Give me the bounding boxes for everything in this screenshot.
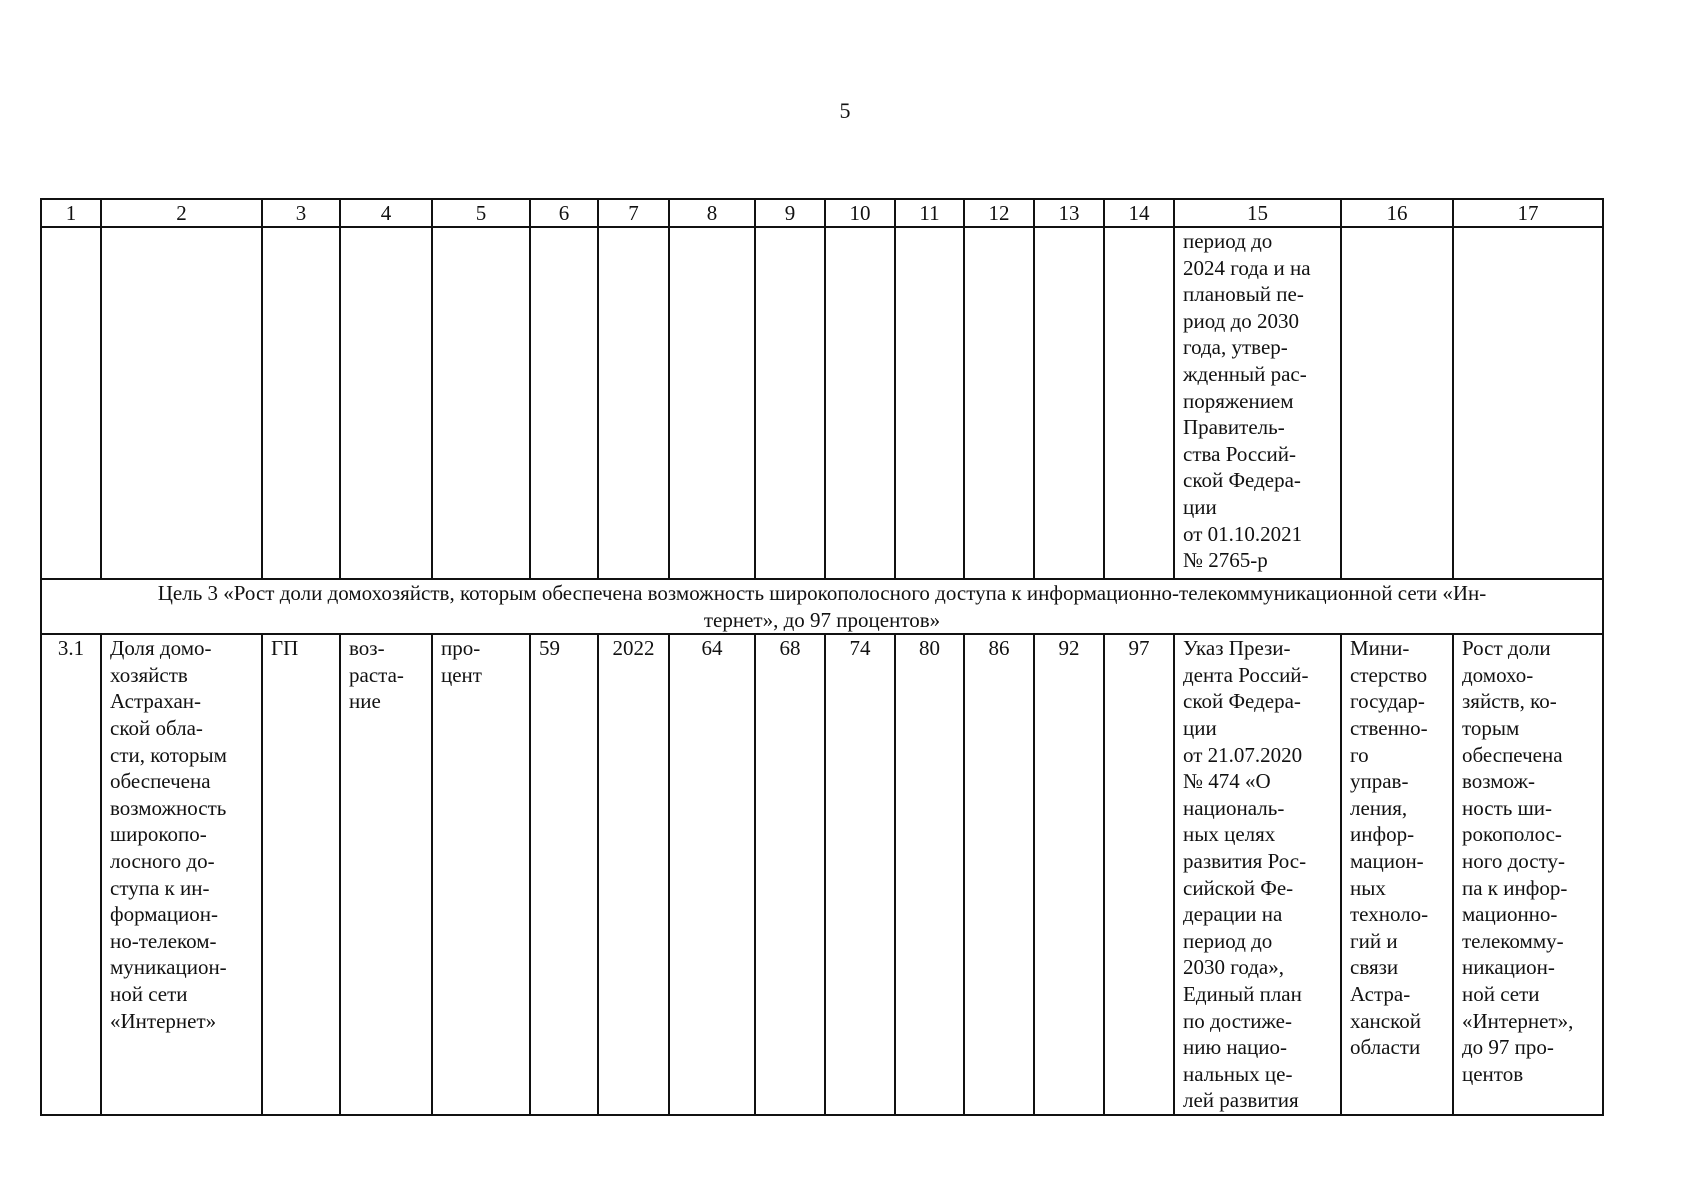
header-cell-16: 16 bbox=[1341, 199, 1453, 227]
header-cell-6: 6 bbox=[530, 199, 598, 227]
indicator-unit: про- цент bbox=[432, 634, 530, 1115]
cont-cell-17 bbox=[1453, 227, 1603, 579]
cont-cell-6 bbox=[530, 227, 598, 579]
indicator-source-type: ГП bbox=[262, 634, 340, 1115]
cont-cell-4 bbox=[340, 227, 432, 579]
indicator-value-col10: 74 bbox=[825, 634, 895, 1115]
indicators-table bbox=[40, 198, 1604, 1116]
indicator-base-year: 2022 bbox=[598, 634, 669, 1115]
header-cell-9: 9 bbox=[755, 199, 825, 227]
header-cell-8: 8 bbox=[669, 199, 755, 227]
cont-cell-16 bbox=[1341, 227, 1453, 579]
header-cell-17: 17 bbox=[1453, 199, 1603, 227]
indicator-trend: воз- раста- ние bbox=[340, 634, 432, 1115]
cont-cell-7 bbox=[598, 227, 669, 579]
indicator-name: Доля домо- хозяйств Астрахан- ской обла- сти, которым обеспечена возможность широкопо- лосного до- ступа к ин- формацион- но-телеком- муникацион- ной сети «Интернет» bbox=[101, 634, 262, 1115]
cont-cell-14 bbox=[1104, 227, 1174, 579]
header-cell-7: 7 bbox=[598, 199, 669, 227]
header-cell-2: 2 bbox=[101, 199, 262, 227]
header-cell-14: 14 bbox=[1104, 199, 1174, 227]
cont-cell-1 bbox=[41, 227, 101, 579]
indicator-value-col9: 68 bbox=[755, 634, 825, 1115]
cont-cell-11 bbox=[895, 227, 964, 579]
cont-cell-3 bbox=[262, 227, 340, 579]
cont-cell-12 bbox=[964, 227, 1034, 579]
indicator-value-col8: 64 bbox=[669, 634, 755, 1115]
indicator-legal-basis: Указ Прези- дента Россий- ской Федера- ции от 21.07.2020 № 474 «О националь- ных целях развития Рос- сийской Фе- дерации на период до 2030 года», Единый план по достиже- нию нацио- нальных це- лей развития bbox=[1174, 634, 1341, 1115]
header-cell-10: 10 bbox=[825, 199, 895, 227]
goal-row bbox=[41, 579, 1603, 634]
header-row bbox=[41, 199, 1603, 227]
indicator-value-col11: 80 bbox=[895, 634, 964, 1115]
header-cell-5: 5 bbox=[432, 199, 530, 227]
indicator-value-col14: 97 bbox=[1104, 634, 1174, 1115]
indicator-goal-link: Рост доли домохо- зяйств, ко- торым обеспечена возмож- ность ши- рокополос- ного досту- па к инфор- мационно- телекомму- никацион- ной сети «Интернет», до 97 про- центов bbox=[1453, 634, 1603, 1115]
indicator-row-3-1 bbox=[41, 634, 1603, 1115]
cont-cell-10 bbox=[825, 227, 895, 579]
header-cell-12: 12 bbox=[964, 199, 1034, 227]
header-cell-4: 4 bbox=[340, 199, 432, 227]
header-cell-15: 15 bbox=[1174, 199, 1341, 227]
header-cell-13: 13 bbox=[1034, 199, 1104, 227]
header-cell-3: 3 bbox=[262, 199, 340, 227]
indicator-value-col12: 86 bbox=[964, 634, 1034, 1115]
indicator-number: 3.1 bbox=[41, 634, 101, 1115]
cont-cell-15-legal-basis: период до 2024 года и на плановый пе- риод до 2030 года, утвер- жденный рас- поряжением Правитель- ства Россий- ской Федера- ции от 01.10.2021 № 2765-р bbox=[1174, 227, 1341, 579]
cont-cell-9 bbox=[755, 227, 825, 579]
cont-cell-2 bbox=[101, 227, 262, 579]
cont-cell-8 bbox=[669, 227, 755, 579]
header-cell-11: 11 bbox=[895, 199, 964, 227]
header-cell-1: 1 bbox=[41, 199, 101, 227]
indicator-value-col13: 92 bbox=[1034, 634, 1104, 1115]
cont-cell-13 bbox=[1034, 227, 1104, 579]
indicator-responsible-body: Мини- стерство государ- ственно- го управ- ления, инфор- мацион- ных техноло- гий и связи Астра- ханской области bbox=[1341, 634, 1453, 1115]
cont-cell-5 bbox=[432, 227, 530, 579]
indicator-base-value: 59 bbox=[530, 634, 598, 1115]
page-number: 5 bbox=[839, 98, 851, 123]
goal-3-title: Цель 3 «Рост доли домохозяйств, которым обеспечена возможность широкополосного доступа к информационно-телекоммуникационной сети «Ин- тернет», до 97 процентов» bbox=[41, 579, 1603, 634]
continuation-row bbox=[41, 227, 1603, 579]
